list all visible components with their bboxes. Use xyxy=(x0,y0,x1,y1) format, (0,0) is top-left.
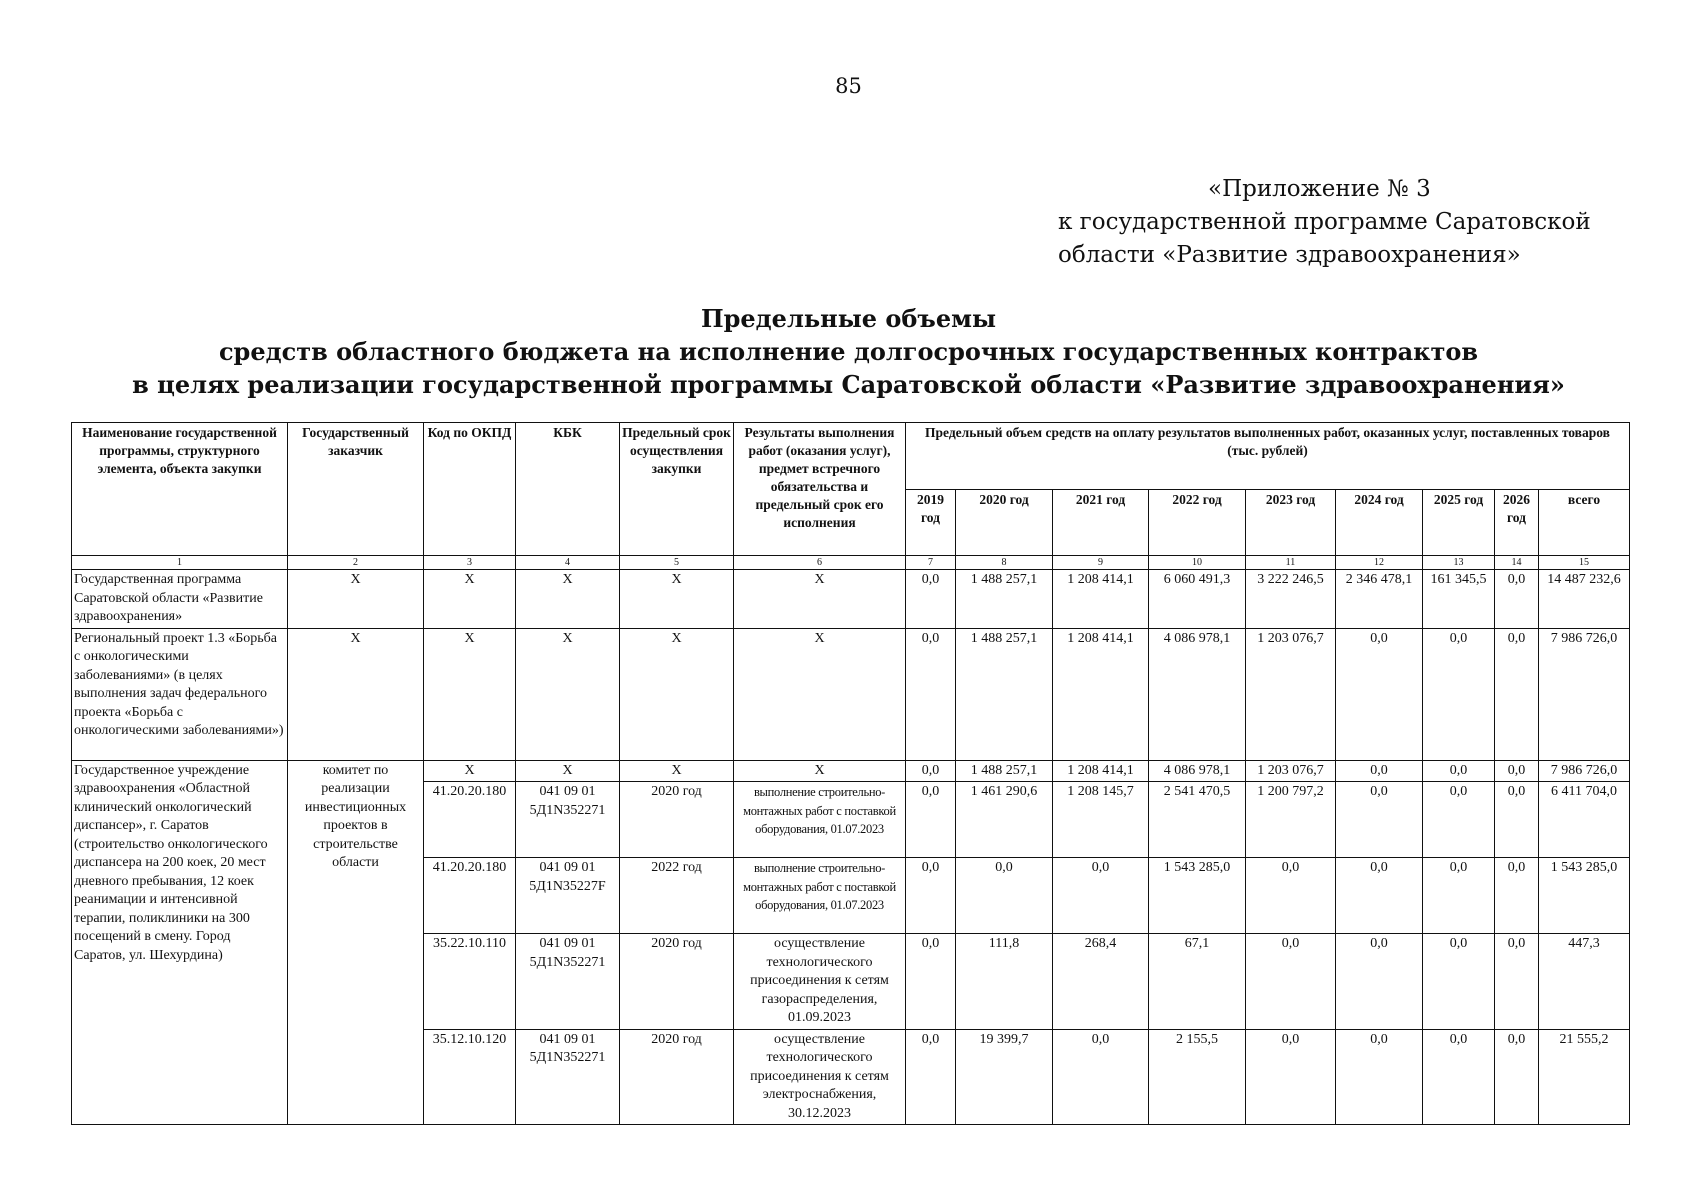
column-index: 6 xyxy=(734,556,906,570)
row-kbk: 041 09 01 5Д1N352271 xyxy=(516,934,620,1030)
value-2026: 0,0 xyxy=(1495,628,1539,760)
row-deadline: Х xyxy=(620,760,734,782)
value-2023: 0,0 xyxy=(1246,858,1336,934)
value-2025: 0,0 xyxy=(1423,760,1495,782)
value-2023: 1 203 076,7 xyxy=(1246,760,1336,782)
value-2022: 67,1 xyxy=(1149,934,1246,1030)
row-customer: Х xyxy=(288,570,424,629)
value-2024: 0,0 xyxy=(1336,628,1423,760)
row-customer: Х xyxy=(288,628,424,760)
header-year-2025: 2025 год xyxy=(1423,489,1495,556)
value-2019: 0,0 xyxy=(906,1029,956,1125)
value-2025: 0,0 xyxy=(1423,628,1495,760)
row-okpd: 35.22.10.110 xyxy=(424,934,516,1030)
header-results: Результаты выполнения работ (оказания услуг), предмет встречного обязательства и предельный срок его исполнения xyxy=(734,423,906,556)
column-index-row xyxy=(72,556,1630,570)
column-index: 15 xyxy=(1539,556,1630,570)
header-kbk: КБК xyxy=(516,423,620,556)
column-index: 5 xyxy=(620,556,734,570)
value-2021: 268,4 xyxy=(1053,934,1149,1030)
header-year-2020: 2020 год xyxy=(956,489,1053,556)
value-2024: 0,0 xyxy=(1336,934,1423,1030)
header-total: всего xyxy=(1539,489,1630,556)
row-kbk: 041 09 01 5Д1N35227F xyxy=(516,858,620,934)
row-result: Х xyxy=(734,570,906,629)
value-2024: 0,0 xyxy=(1336,760,1423,782)
value-2026: 0,0 xyxy=(1495,760,1539,782)
value-2019: 0,0 xyxy=(906,570,956,629)
column-index: 13 xyxy=(1423,556,1495,570)
value-2021: 1 208 414,1 xyxy=(1053,570,1149,629)
table-row-program xyxy=(72,570,1630,629)
column-index: 3 xyxy=(424,556,516,570)
value-2026: 0,0 xyxy=(1495,934,1539,1030)
value-total: 7 986 726,0 xyxy=(1539,628,1630,760)
value-2022: 1 543 285,0 xyxy=(1149,858,1246,934)
row-deadline: 2022 год xyxy=(620,858,734,934)
row-kbk: Х xyxy=(516,570,620,629)
value-2021: 0,0 xyxy=(1053,1029,1149,1125)
header-year-2023: 2023 год xyxy=(1246,489,1336,556)
column-index: 14 xyxy=(1495,556,1539,570)
row-okpd: Х xyxy=(424,760,516,782)
budget-table xyxy=(71,422,1630,1125)
value-2026: 0,0 xyxy=(1495,858,1539,934)
header-year-2021: 2021 год xyxy=(1053,489,1149,556)
value-2019: 0,0 xyxy=(906,934,956,1030)
header-limit: Предельный объем средств на оплату результатов выполненных работ, оказанных услуг, поставленных товаров (тыс. рублей) xyxy=(906,423,1630,490)
header-customer: Государственный заказчик xyxy=(288,423,424,556)
value-2025: 0,0 xyxy=(1423,1029,1495,1125)
column-index: 2 xyxy=(288,556,424,570)
value-2021: 0,0 xyxy=(1053,858,1149,934)
title-line-2: средств областного бюджета на исполнение долгосрочных государственных контрактов xyxy=(218,337,1479,366)
row-result: выполнение строительно-монтажных работ с поставкой оборудования, 01.07.2023 xyxy=(734,858,906,934)
appendix-line-3: области «Развитие здравоохранения» xyxy=(1058,242,1521,268)
row-okpd: Х xyxy=(424,628,516,760)
object-customer: комитет по реализации инвестиционных проектов в строительстве области xyxy=(288,760,424,1125)
row-deadline: 2020 год xyxy=(620,934,734,1030)
value-2021: 1 208 145,7 xyxy=(1053,782,1149,858)
appendix-line-2: к государственной программе Саратовской xyxy=(1058,209,1591,235)
value-2020: 1 461 290,6 xyxy=(956,782,1053,858)
row-kbk: 041 09 01 5Д1N352271 xyxy=(516,782,620,858)
value-2019: 0,0 xyxy=(906,782,956,858)
value-2020: 1 488 257,1 xyxy=(956,628,1053,760)
column-index: 11 xyxy=(1246,556,1336,570)
value-2021: 1 208 414,1 xyxy=(1053,760,1149,782)
value-2022: 4 086 978,1 xyxy=(1149,760,1246,782)
column-index: 7 xyxy=(906,556,956,570)
row-result: Х xyxy=(734,628,906,760)
row-okpd: 35.12.10.120 xyxy=(424,1029,516,1125)
value-2020: 0,0 xyxy=(956,858,1053,934)
value-2020: 19 399,7 xyxy=(956,1029,1053,1125)
row-okpd: 41.20.20.180 xyxy=(424,782,516,858)
value-total: 14 487 232,6 xyxy=(1539,570,1630,629)
row-result: Х xyxy=(734,760,906,782)
value-2026: 0,0 xyxy=(1495,570,1539,629)
value-2023: 3 222 246,5 xyxy=(1246,570,1336,629)
title-line-3: в целях реализации государственной программы Саратовской области «Развитие здравоохранения» xyxy=(132,370,1565,399)
header-year-2022: 2022 год xyxy=(1149,489,1246,556)
header-year-2024: 2024 год xyxy=(1336,489,1423,556)
header-name: Наименование государственной программы, структурного элемента, объекта закупки xyxy=(72,423,288,556)
header-okpd: Код по ОКПД xyxy=(424,423,516,556)
row-result: осуществление технологического присоединения к сетям электроснабжения, 30.12.2023 xyxy=(734,1029,906,1125)
column-index: 9 xyxy=(1053,556,1149,570)
header-year-2026: 2026 год xyxy=(1495,489,1539,556)
row-kbk: 041 09 01 5Д1N352271 xyxy=(516,1029,620,1125)
value-total: 6 411 704,0 xyxy=(1539,782,1630,858)
value-2022: 2 155,5 xyxy=(1149,1029,1246,1125)
appendix-line-1: «Приложение № 3 xyxy=(1208,176,1431,202)
value-2024: 0,0 xyxy=(1336,782,1423,858)
appendix-note xyxy=(1058,173,1591,272)
value-2020: 1 488 257,1 xyxy=(956,760,1053,782)
row-deadline: 2020 год xyxy=(620,1029,734,1125)
title-line-1: Предельные объемы xyxy=(700,304,997,333)
table-row-object-summary xyxy=(72,760,1630,782)
header-year-2019: 2019 год xyxy=(906,489,956,556)
row-result: выполнение строительно-монтажных работ с поставкой оборудования, 01.07.2023 xyxy=(734,782,906,858)
table-row-regional-project xyxy=(72,628,1630,760)
value-2023: 0,0 xyxy=(1246,934,1336,1030)
row-deadline: Х xyxy=(620,628,734,760)
value-2021: 1 208 414,1 xyxy=(1053,628,1149,760)
value-2020: 1 488 257,1 xyxy=(956,570,1053,629)
value-2019: 0,0 xyxy=(906,858,956,934)
value-2019: 0,0 xyxy=(906,628,956,760)
column-index: 8 xyxy=(956,556,1053,570)
value-total: 1 543 285,0 xyxy=(1539,858,1630,934)
row-name: Региональный проект 1.3 «Борьба с онкологическими заболеваниями» (в целях выполнения задач федерального проекта «Борьба с онкологическими заболеваниями») xyxy=(72,628,288,760)
value-2023: 1 200 797,2 xyxy=(1246,782,1336,858)
value-2023: 1 203 076,7 xyxy=(1246,628,1336,760)
page-number: 85 xyxy=(835,74,862,98)
header-deadline: Предельный срок осуществления закупки xyxy=(620,423,734,556)
value-2022: 6 060 491,3 xyxy=(1149,570,1246,629)
row-result: осуществление технологического присоединения к сетям газораспределения, 01.09.2023 xyxy=(734,934,906,1030)
header-row-1 xyxy=(72,423,1630,490)
row-kbk: Х xyxy=(516,760,620,782)
value-2024: 2 346 478,1 xyxy=(1336,570,1423,629)
value-2022: 2 541 470,5 xyxy=(1149,782,1246,858)
value-2023: 0,0 xyxy=(1246,1029,1336,1125)
row-deadline: 2020 год xyxy=(620,782,734,858)
value-2022: 4 086 978,1 xyxy=(1149,628,1246,760)
value-2026: 0,0 xyxy=(1495,782,1539,858)
value-2025: 161 345,5 xyxy=(1423,570,1495,629)
value-2025: 0,0 xyxy=(1423,782,1495,858)
document-title xyxy=(0,302,1697,401)
value-2024: 0,0 xyxy=(1336,858,1423,934)
object-name: Государственное учреждение здравоохранения «Областной клинический онкологический диспансер», г. Саратов (строительство онкологического диспансера на 200 коек, 20 мест дневного пребывания, 12 коек реанимации и интенсивной терапии, поликлиники на 300 посещений в смену. Город Саратов, ул. Шехурдина) xyxy=(72,760,288,1125)
value-2025: 0,0 xyxy=(1423,934,1495,1030)
row-kbk: Х xyxy=(516,628,620,760)
value-2019: 0,0 xyxy=(906,760,956,782)
row-okpd: 41.20.20.180 xyxy=(424,858,516,934)
value-total: 7 986 726,0 xyxy=(1539,760,1630,782)
column-index: 12 xyxy=(1336,556,1423,570)
column-index: 10 xyxy=(1149,556,1246,570)
column-index: 1 xyxy=(72,556,288,570)
column-index: 4 xyxy=(516,556,620,570)
row-deadline: Х xyxy=(620,570,734,629)
value-2025: 0,0 xyxy=(1423,858,1495,934)
value-2020: 111,8 xyxy=(956,934,1053,1030)
value-total: 447,3 xyxy=(1539,934,1630,1030)
value-2024: 0,0 xyxy=(1336,1029,1423,1125)
value-total: 21 555,2 xyxy=(1539,1029,1630,1125)
row-name: Государственная программа Саратовской области «Развитие здравоохранения» xyxy=(72,570,288,629)
value-2026: 0,0 xyxy=(1495,1029,1539,1125)
row-okpd: Х xyxy=(424,570,516,629)
